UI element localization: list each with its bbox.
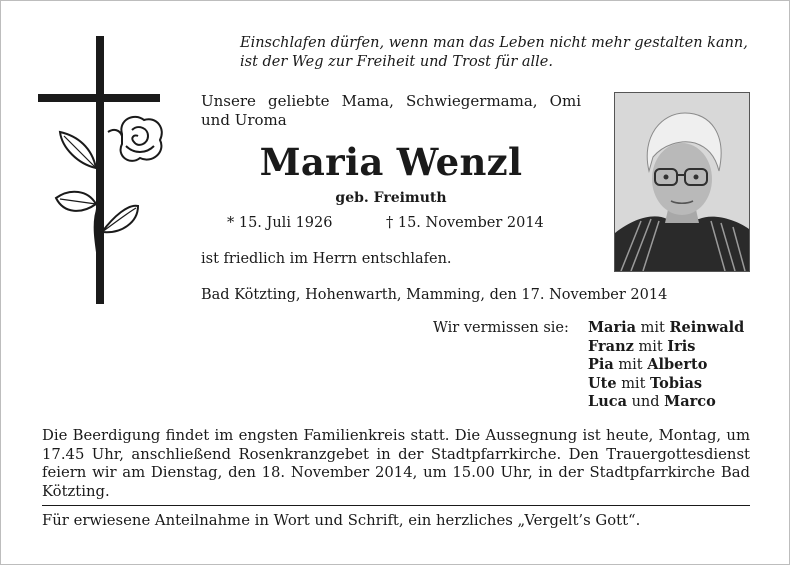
list-item: Pia mit Alberto (588, 356, 708, 373)
birth-date: * 15. Juli 1926 (227, 215, 333, 231)
list-item: Luca und Marco (588, 393, 716, 410)
deceased-name: Maria Wenzl (259, 140, 523, 184)
divider (42, 505, 750, 506)
place-date: Bad Kötzting, Hohenwarth, Mamming, den 17. November 2014 (201, 287, 668, 303)
intro-text: Unsere geliebte Mama, Schwiegermama, Omi und Uroma (201, 92, 581, 129)
thanks-text: Für erwiesene Anteilnahme in Wort und Schrift, ein herzliches „Vergelt’s Gott“. (42, 512, 641, 529)
motto (240, 34, 760, 72)
portrait-photo (614, 92, 750, 272)
mourners-label: Wir vermissen sie: (433, 320, 569, 336)
funeral-text: Die Beerdigung findet im engsten Familienkreis statt. Die Aussegnung ist heute, Montag, um 17.45 Uhr, anschließend Rosenkranzgebet in der Stadtpfarrkirche. Den Trauergottesdienst feiern wir am Dienstag, den 18. November 2014, um 15.00 Uhr, in der Stadtpfarrkirche Bad Kötzting. (42, 427, 750, 500)
mourners-list (588, 319, 744, 412)
passed-text: ist friedlich im Herrn entschlafen. (201, 251, 452, 267)
list-item: Maria mit Reinwald (588, 319, 745, 336)
list-item: Franz mit Iris (588, 337, 696, 355)
motto-line-2: ist der Weg zur Freiheit und Trost für alle. (240, 54, 553, 70)
motto-line-1: Einschlafen dürfen, wenn man das Leben nicht mehr gestalten kann, (240, 35, 748, 51)
list-item: Ute mit Tobias (588, 374, 703, 392)
cross-with-rose-icon (38, 36, 164, 306)
death-date: † 15. November 2014 (386, 215, 544, 231)
maiden-name: geb. Freimuth (335, 190, 447, 206)
